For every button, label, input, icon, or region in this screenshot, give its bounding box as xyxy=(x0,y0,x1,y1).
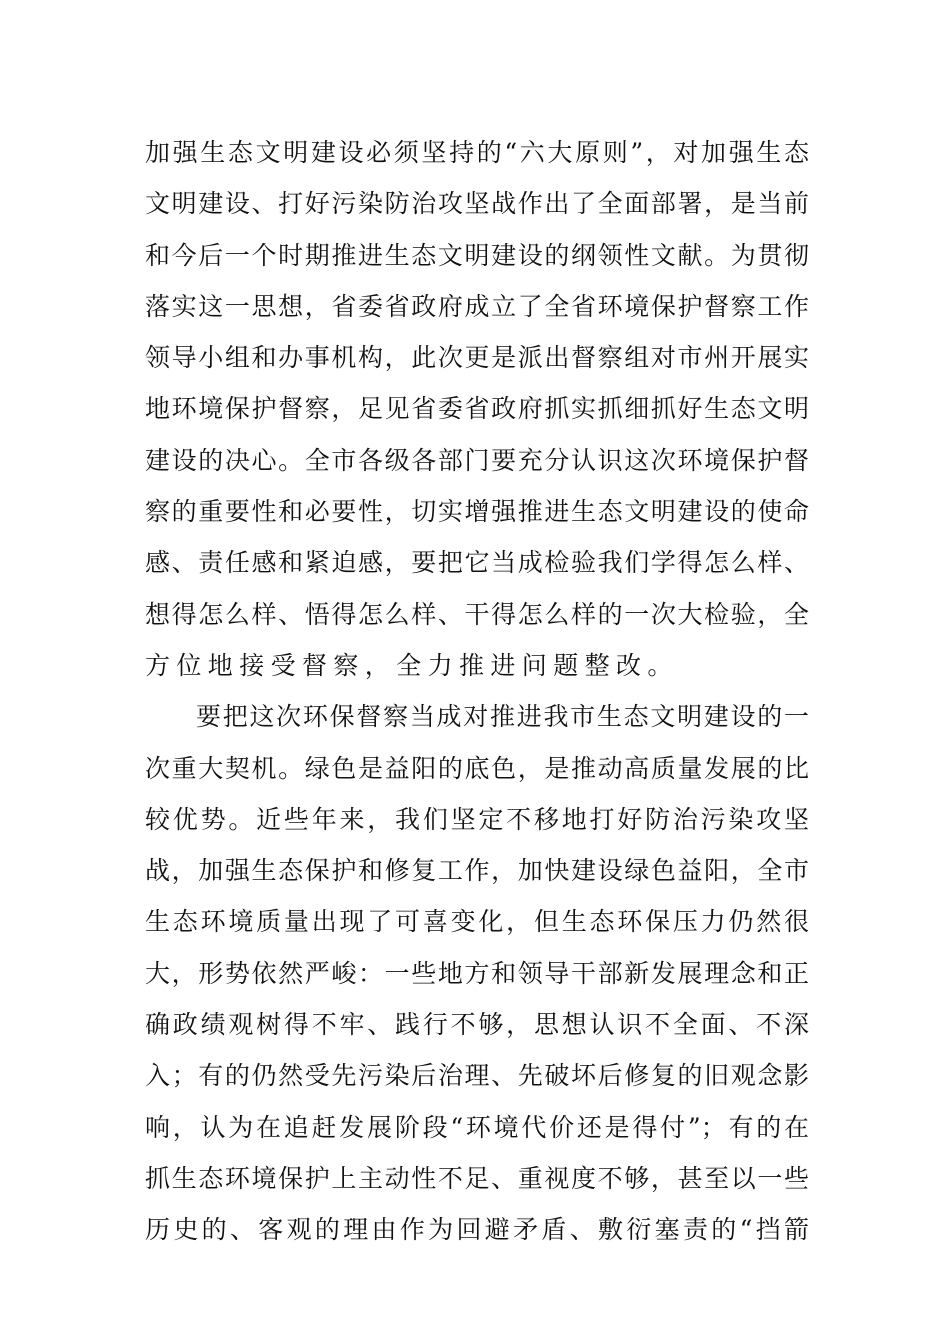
text-line: 想得怎么样、悟得怎么样、干得怎么样的一次大检验，全 xyxy=(145,599,809,629)
text-line: 加强生态文明建设必须坚持的“六大原则”，对加强生态 xyxy=(145,138,809,167)
text-line: 落实这一思想，省委省政府成立了全省环境保护督察工作 xyxy=(145,291,809,321)
text-line: 次重大契机。绿色是益阳的底色，是推动高质量发展的比 xyxy=(145,753,809,783)
text-line: 感、责任感和紧迫感，要把它当成检验我们学得怎么样、 xyxy=(145,548,809,578)
text-line: 响，认为在追赶发展阶段“环境代价还是得付”；有的在 xyxy=(145,1112,809,1142)
text-line: 地环境保护督察，足见省委省政府抓实抓细抓好生态文明 xyxy=(145,394,809,424)
text-line: 战，加强生态保护和修复工作，加快建设绿色益阳，全市 xyxy=(145,856,809,886)
text-line: 领导小组和办事机构，此次更是派出督察组对市州开展实 xyxy=(145,343,809,373)
text-line: 和今后一个时期推进生态文明建设的纲领性文献。为贯彻 xyxy=(145,240,809,270)
paragraph-end-line: 方位地接受督察，全力推进问题整改。 xyxy=(145,650,679,680)
paragraph-start-line: 要把这次环保督察当成对推进我市生态文明建设的一 xyxy=(196,702,809,732)
text-line: 生态环境质量出现了可喜变化，但生态环保压力仍然很 xyxy=(145,907,809,937)
text-line: 大，形势依然严峻：一些地方和领导干部新发展理念和正 xyxy=(145,958,809,988)
text-line: 确政绩观树得不牢、践行不够，思想认识不全面、不深 xyxy=(145,1010,809,1040)
text-line: 较优势。近些年来，我们坚定不移地打好防治污染攻坚 xyxy=(145,804,809,834)
text-line: 文明建设、打好污染防治攻坚战作出了全面部署，是当前 xyxy=(145,189,809,219)
text-line: 历史的、客观的理由作为回避矛盾、敷衍塞责的“挡箭 xyxy=(145,1215,809,1245)
text-line: 入；有的仍然受先污染后治理、先破坏后修复的旧观念影 xyxy=(145,1061,809,1091)
text-line: 察的重要性和必要性，切实增强推进生态文明建设的使命 xyxy=(145,497,809,527)
text-line: 建设的决心。全市各级各部门要充分认识这次环境保护督 xyxy=(145,445,809,475)
body-text xyxy=(145,127,809,1256)
text-line: 抓生态环境保护上主动性不足、重视度不够，甚至以一些 xyxy=(145,1163,809,1193)
